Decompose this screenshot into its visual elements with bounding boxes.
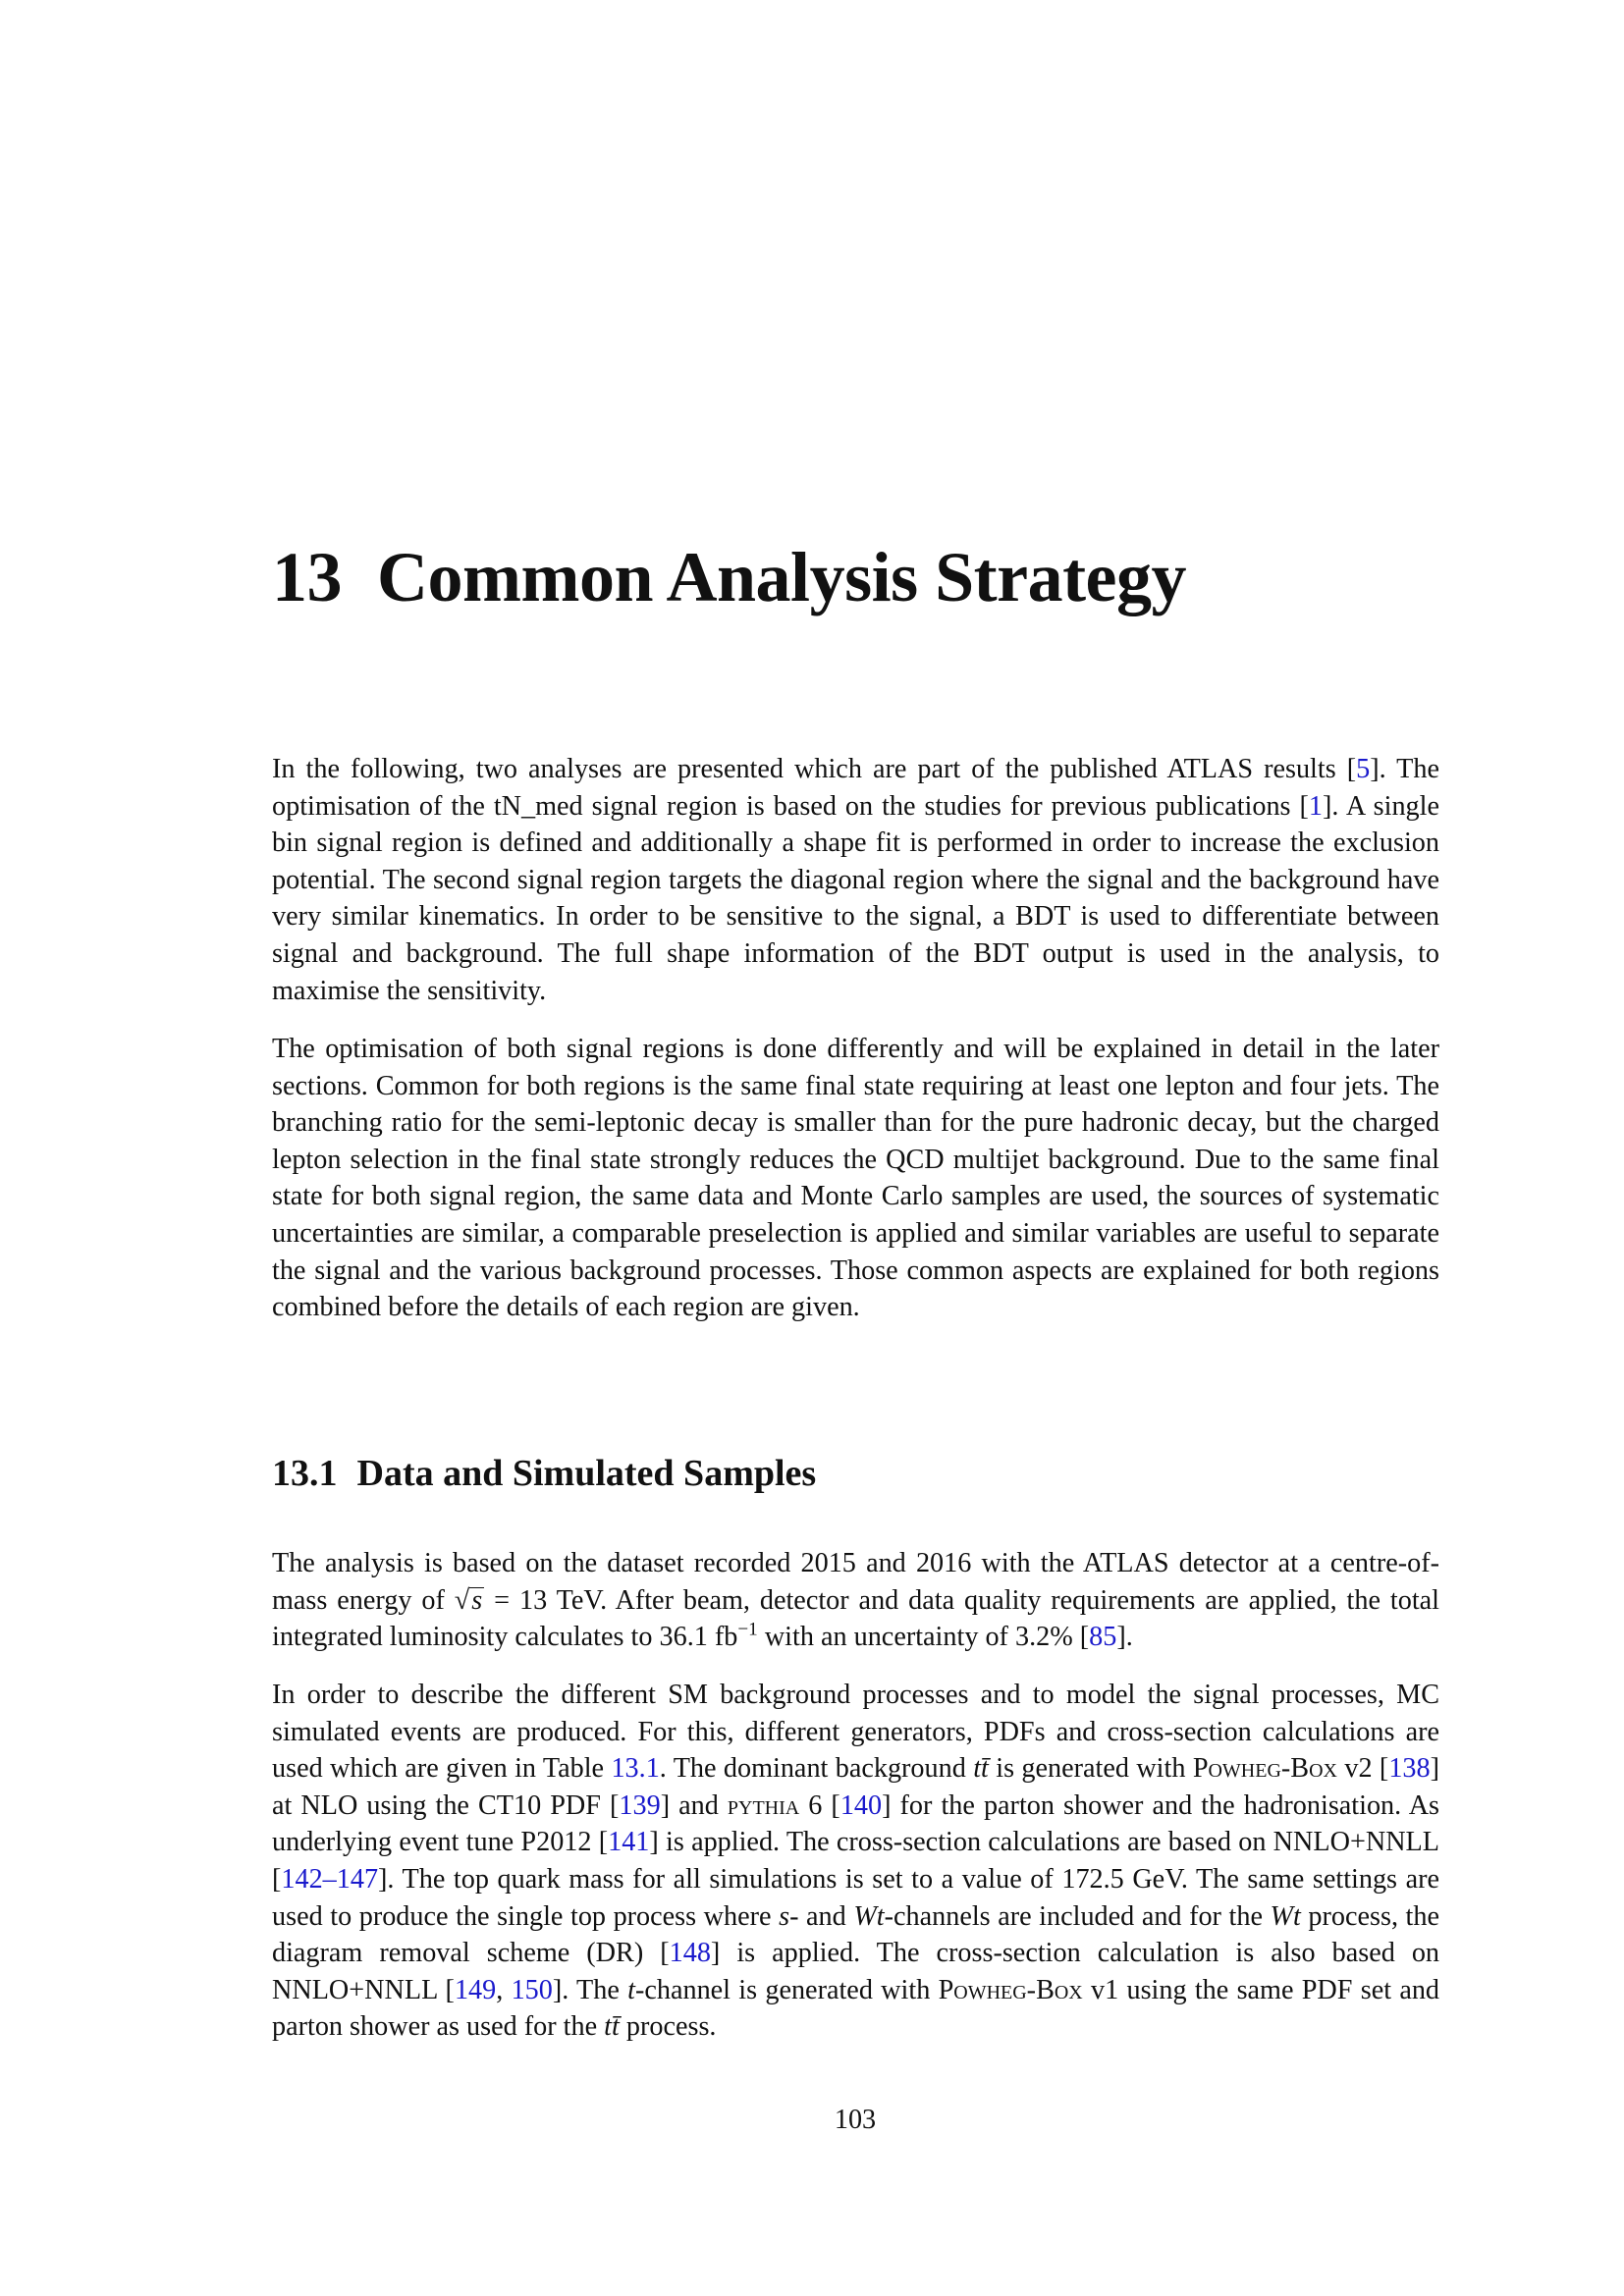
text-run: v1 using the same PDF set and parton shower as used for the [272, 1974, 1440, 2043]
sqrt-radicand: s [471, 1584, 483, 1616]
text-run: process, the diagram removal scheme (DR) [ [272, 1900, 1439, 1969]
text-run: ]. The optimisation of the tN_med signal region is based on the studies for previous publications [ [272, 754, 1440, 822]
text-run: = 13 TeV [484, 1584, 601, 1616]
paragraph-intro [272, 751, 1439, 1009]
citation-link[interactable]: 149 [454, 1974, 497, 2005]
text-run: The analysis is based on the dataset recorded 2015 and 2016 with the ATLAS detector at a centre-of-mass energy of [272, 1548, 1439, 1616]
sqrt-s-expression [455, 1582, 484, 1620]
text-run: ]. A single bin signal region is defined and additionally a shape fit is performed in order to increase the exclusion potential. The second signal region targets the diagonal region where the signal and the background have very similar kinematics. In order to be sensitive to the signal, a BDT is used to differentiate between signal and background. The full shape information of the BDT output is used in the analysis, to maximise the sensitivity. [272, 790, 1439, 1006]
text-run: -channel is generated with [634, 1974, 939, 2005]
page-number: 103 [834, 2105, 877, 2135]
text-run: ]. The [552, 1974, 628, 2005]
table-reference-link[interactable]: 13.1 [611, 1753, 660, 1785]
citation-link[interactable]: 141 [608, 1827, 650, 1858]
software-name: Powheg-Box [1192, 1753, 1337, 1785]
math-s: s [779, 1900, 790, 1932]
math-ttbar: tt̄ [973, 1753, 989, 1785]
citation-link[interactable]: 1 [1308, 790, 1323, 822]
citation-link[interactable]: 150 [511, 1974, 553, 2005]
text-run: 6 [ [799, 1789, 840, 1821]
text-run: In the following, two analyses are presented which are part of the published ATLAS results [ [272, 754, 1357, 784]
section-heading [272, 1455, 816, 1492]
text-run: . The dominant background [659, 1753, 974, 1785]
text-run: ]. The top quark mass for all simulations is set to a value of 172.5 GeV. The same settings are used to produce the single top process where [272, 1863, 1439, 1932]
text-run: ] is applied. The cross-section calculation is also based on NNLO+NNLL [ [272, 1938, 1440, 2005]
text-run: with an uncertainty of 3.2% [ [757, 1622, 1090, 1653]
text-run: ] and [660, 1789, 728, 1821]
citation-link[interactable]: 5 [1356, 754, 1371, 784]
software-name: Powheg-Box [938, 1974, 1083, 2005]
text-run: In order to describe the different SM background processes and to model the signal processes, MC simulated events are produced. For this, different generators, PDFs and cross-section calculations are used which are given in Table [272, 1680, 1439, 1785]
chapter-title: Common Analysis Strategy [377, 538, 1187, 616]
paragraph-mc-samples [272, 1677, 1439, 2046]
math-wt: Wt [853, 1900, 885, 1932]
citation-link[interactable]: 142–147 [281, 1863, 379, 1895]
section-title: Data and Simulated Samples [356, 1453, 817, 1494]
math-ttbar: tt̄ [604, 2011, 620, 2043]
citation-link[interactable]: 138 [1388, 1753, 1431, 1785]
superscript: −1 [737, 1619, 758, 1640]
citation-link[interactable]: 140 [839, 1789, 883, 1821]
text-run: v2 [ [1337, 1753, 1389, 1785]
section-number: 13.1 [272, 1453, 338, 1494]
math-t: t [627, 1974, 635, 2005]
citation-link[interactable]: 148 [669, 1938, 711, 1969]
text-run: , [496, 1974, 512, 2005]
software-name: pythia [727, 1789, 800, 1821]
text-run: ]. [1116, 1622, 1133, 1653]
math-wt: Wt [1270, 1900, 1301, 1932]
chapter-heading [272, 538, 1187, 616]
citation-link[interactable]: 139 [619, 1789, 661, 1821]
text-run: ] is applied. The cross-section calculations are based on NNLO+NNLL [ [272, 1827, 1439, 1895]
citation-link[interactable]: 85 [1089, 1622, 1117, 1653]
text-run: ] for the parton shower and the hadronisation. As underlying event tune P2012 [ [272, 1789, 1440, 1858]
paragraph-dataset [272, 1545, 1439, 1656]
text-run: ] at NLO using the CT10 PDF [ [272, 1753, 1439, 1821]
text-run: . After beam, detector and data quality requirements are applied, the total integrated luminosity calculates to 36.1 fb [272, 1584, 1440, 1653]
paragraph-optimisation [272, 1031, 1439, 1326]
text-run: process. [619, 2011, 717, 2043]
text-run: The optimisation of both signal regions is done differently and will be explained in detail in the later sections. Common for both regions is the same final state requiring at least one lepton and four jets. The branching ratio for the semi-leptonic decay is smaller than for the pure hadronic decay, but the charged lepton selection in the final state strongly reduces the QCD multijet background. Due to the same final state for both signal region, the same data and Monte Carlo samples are used, the sources of systematic uncertainties are similar, a comparable preselection is applied and similar variables are useful to separate the signal and the various background processes. Those common aspects are explained for both regions combined before the details of each region are given. [272, 1034, 1439, 1323]
text-run: is generated with [988, 1753, 1193, 1785]
text-run: -channels are included and for the [884, 1900, 1271, 1932]
sqrt-symbol: √ [454, 1584, 470, 1616]
chapter-number: 13 [272, 538, 342, 616]
text-run: - and [789, 1900, 854, 1932]
